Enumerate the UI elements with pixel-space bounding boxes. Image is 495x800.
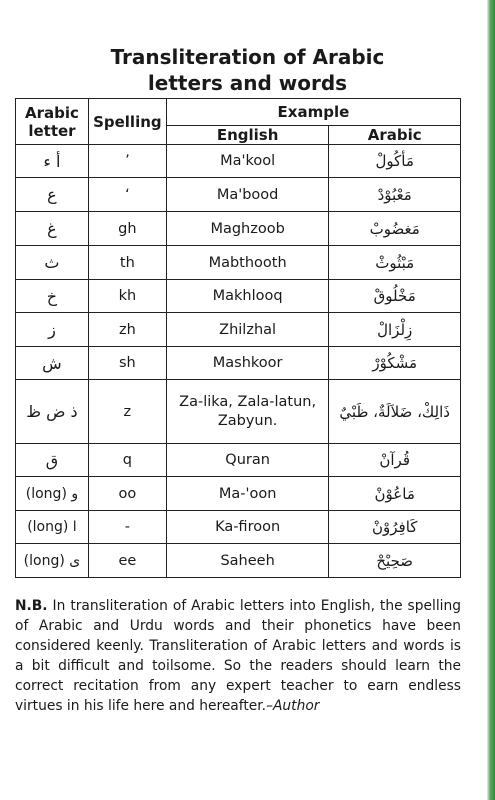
cell-letter: ى (long) <box>16 544 89 578</box>
table-row <box>16 477 461 511</box>
cell-spelling: oo <box>88 477 166 511</box>
cell-spelling: gh <box>88 212 166 246</box>
cell-spelling: th <box>88 246 166 280</box>
cell-letter: ع <box>16 178 89 212</box>
header-arabic: Arabic <box>329 126 461 145</box>
cell-spelling: kh <box>88 280 166 313</box>
table-row <box>16 511 461 544</box>
cell-english: Za-lika, Zala-latun, Zabyun. <box>166 380 329 444</box>
header-spelling: Spelling <box>88 99 166 145</box>
table-row <box>16 313 461 347</box>
cell-english: Ma-'oon <box>166 477 329 511</box>
table-row <box>16 347 461 380</box>
cell-letter: ش <box>16 347 89 380</box>
cell-spelling: q <box>88 444 166 477</box>
cell-spelling: ‘ <box>88 178 166 212</box>
cell-arabic: قُرآنْ <box>329 444 461 477</box>
cell-arabic: صَحِيْحْ <box>329 544 461 578</box>
cell-spelling: - <box>88 511 166 544</box>
cell-letter: غ <box>16 212 89 246</box>
cell-letter: ق <box>16 444 89 477</box>
note-author: –Author <box>266 698 320 714</box>
table-row <box>16 212 461 246</box>
table-row <box>16 444 461 477</box>
cell-letter: أ ء <box>16 145 89 178</box>
table-row <box>16 380 461 444</box>
note-paragraph <box>15 596 461 716</box>
cell-spelling: z <box>88 380 166 444</box>
cell-arabic: مَأكُولْ <box>329 145 461 178</box>
cell-letter: ز <box>16 313 89 347</box>
cell-letter: و (long) <box>16 477 89 511</box>
table-row <box>16 544 461 578</box>
cell-arabic: مَعْبُوْدْ <box>329 178 461 212</box>
cell-english: Quran <box>166 444 329 477</box>
cell-arabic: مَغضُوبْ <box>329 212 461 246</box>
cell-arabic: مَبْثُوثْ <box>329 246 461 280</box>
title-line-2: letters and words <box>147 71 348 95</box>
cell-letter: خ <box>16 280 89 313</box>
header-arabic-letter: Arabic letter <box>16 99 89 145</box>
cell-english: Saheeh <box>166 544 329 578</box>
cell-arabic: ذَالِكْ، ضَلاَلَةٌ، ظَبْيٌ <box>329 380 461 444</box>
table-row <box>16 280 461 313</box>
page-edge <box>487 0 495 800</box>
cell-english: Zhilzhal <box>166 313 329 347</box>
header-example: Example <box>166 99 460 126</box>
cell-arabic: مَاعُوْنْ <box>329 477 461 511</box>
note-text: In transliteration of Arabic letters into English, the spelling of Arabic and Urdu words and their phonetics have been considered keenly. Transliteration of Arabic letters and words is a bit difficult and toilsome. So the readers should learn the correct recitation from any expert teacher to earn endless virtues in his life here and hereafter. <box>15 598 461 714</box>
table-row <box>16 145 461 178</box>
table-row <box>16 246 461 280</box>
cell-arabic: كَافِرُوْنْ <box>329 511 461 544</box>
cell-english: Makhlooq <box>166 280 329 313</box>
cell-english: Mashkoor <box>166 347 329 380</box>
cell-arabic: مَخْلُوقْ <box>329 280 461 313</box>
cell-letter: ث <box>16 246 89 280</box>
cell-arabic: مَشْكُوْرْ <box>329 347 461 380</box>
cell-english: Mabthooth <box>166 246 329 280</box>
cell-english: Ma'kool <box>166 145 329 178</box>
cell-spelling: zh <box>88 313 166 347</box>
page-title <box>0 44 495 96</box>
cell-letter: ا (long) <box>16 511 89 544</box>
cell-arabic: زِلْزَالْ <box>329 313 461 347</box>
transliteration-table <box>15 98 461 578</box>
title-line-1: Transliteration of Arabic <box>110 45 385 69</box>
cell-english: Ka-firoon <box>166 511 329 544</box>
header-english: English <box>166 126 329 145</box>
cell-english: Maghzoob <box>166 212 329 246</box>
cell-spelling: sh <box>88 347 166 380</box>
cell-spelling: ee <box>88 544 166 578</box>
cell-spelling: ’ <box>88 145 166 178</box>
cell-letter: ذ ض ظ <box>16 380 89 444</box>
note-label: N.B. <box>15 598 48 614</box>
cell-english: Ma'bood <box>166 178 329 212</box>
table-row <box>16 178 461 212</box>
